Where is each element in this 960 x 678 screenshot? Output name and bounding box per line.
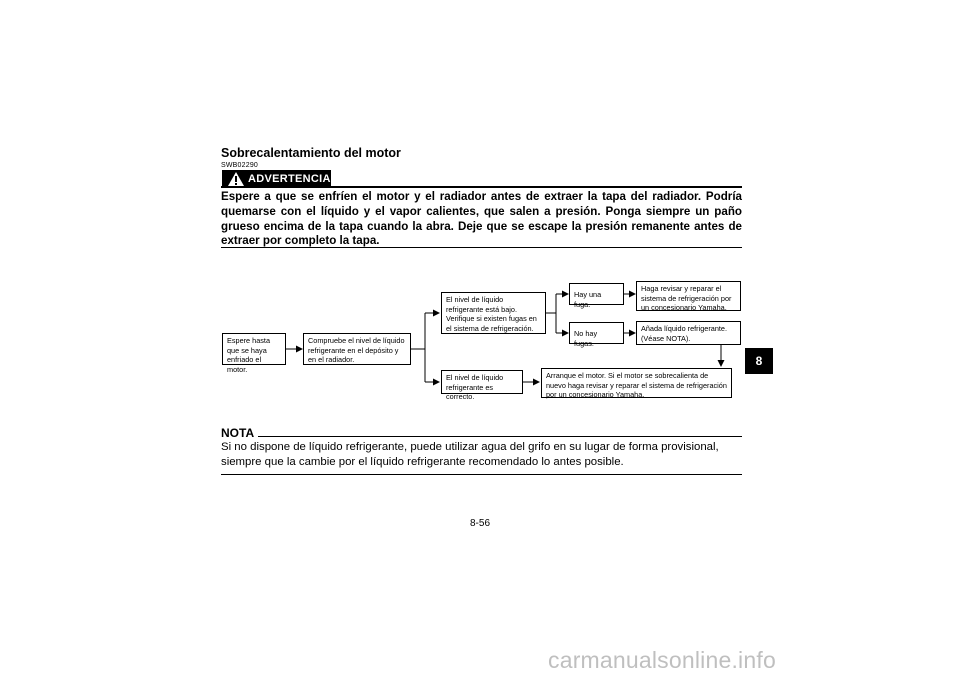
note-text: Si no dispone de líquido refrigerante, puede utilizar agua del grifo en su lugar de forma provisional, siempre que la cambie por el líquido refrigerante recomendado lo antes posible. bbox=[221, 441, 719, 468]
chapter-tab[interactable]: 8 bbox=[745, 348, 773, 374]
warning-text: Espere a que se enfríen el motor y el radiador antes de extraer la tapa del radiador. Podría quemarse con el líquido y el vapor calientes, que salen a presión. Ponga siempre un paño grueso encima de la tapa cuando la abra. Deje que se escape la presión remanente antes de extraer por completo la tapa. bbox=[221, 190, 742, 248]
flow-box-correct-level: El nivel de líquido refrigerante es correcto. bbox=[441, 370, 523, 394]
flow-box-check: Compruebe el nivel de líquido refrigerante en el depósito y en el radiador. bbox=[303, 333, 411, 365]
section-title: Sobrecalentamiento del motor bbox=[221, 146, 401, 160]
flow-box-start-engine: Arranque el motor. Si el motor se sobrecalienta de nuevo haga revisar y reparar el sistema de refrigeración por un concesionario Yamaha. bbox=[541, 368, 732, 398]
note-rule-bottom bbox=[221, 474, 742, 475]
note-rule-top bbox=[258, 436, 742, 437]
watermark: carmanualsonline.info bbox=[548, 647, 776, 673]
flow-box-leak: Hay una fuga. bbox=[569, 283, 624, 305]
flow-box-add-coolant: Añada líquido refrigerante. (Véase NOTA). bbox=[636, 321, 741, 345]
flow-box-wait: Espere hasta que se haya enfriado el motor. bbox=[222, 333, 286, 365]
note-label: NOTA bbox=[221, 426, 255, 440]
flow-box-low-level: El nivel de líquido refrigerante está bajo. Verifique si existen fugas en el sistema de refrigeración. bbox=[441, 292, 546, 334]
page-number: 8-56 bbox=[469, 518, 490, 529]
warning-label: ADVERTENCIA bbox=[248, 173, 331, 185]
flow-box-repair: Haga revisar y reparar el sistema de refrigeración por un concesionario Yamaha. bbox=[636, 281, 741, 311]
section-code: SWB02290 bbox=[221, 162, 259, 169]
flow-box-no-leak: No hay fugas. bbox=[569, 322, 624, 344]
